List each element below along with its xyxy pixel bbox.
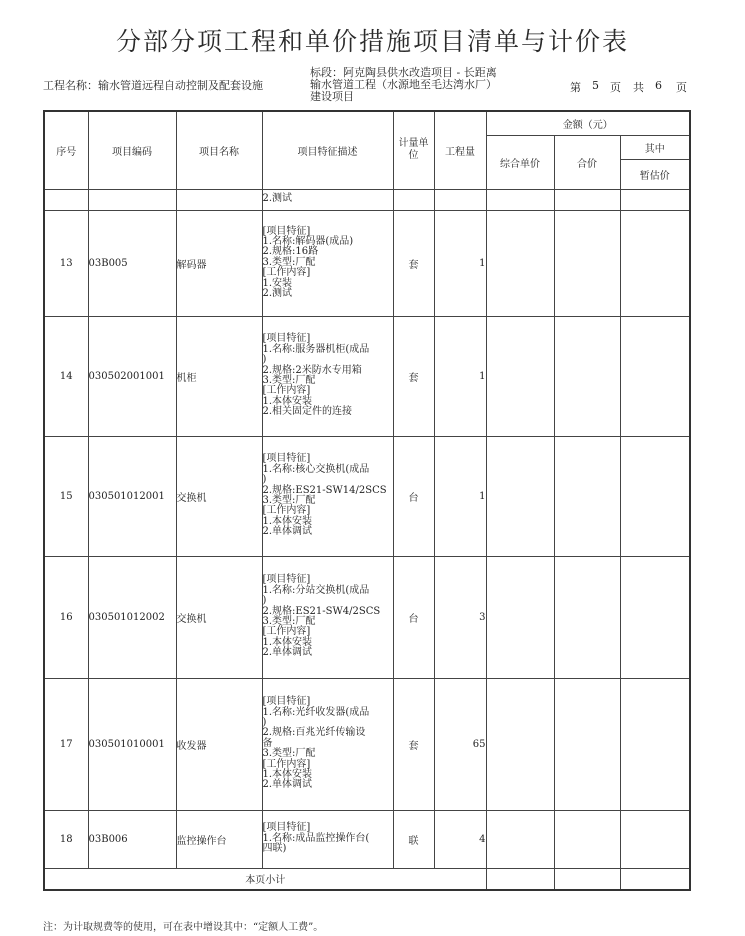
section-line-2: 输水管道工程（水源地至毛达湾水厂） bbox=[310, 78, 497, 91]
item-qty: 1 bbox=[434, 436, 486, 556]
item-code: 030501012001 bbox=[88, 436, 176, 556]
section-line-3: 建设项目 bbox=[310, 90, 354, 103]
item-code: 030501012002 bbox=[88, 556, 176, 678]
section-line-1: 标段：阿克陶县供水改造项目 - 长距离 bbox=[310, 66, 497, 79]
item-unit: 套 bbox=[393, 678, 434, 810]
item-unit: 台 bbox=[393, 436, 434, 556]
item-code: 030501010001 bbox=[88, 678, 176, 810]
table-row bbox=[44, 210, 690, 316]
table-row bbox=[44, 436, 690, 556]
col-code: 项目编码 bbox=[88, 111, 176, 189]
item-qty: 4 bbox=[434, 810, 486, 868]
item-unit: 套 bbox=[393, 210, 434, 316]
page-cur-label: 第 bbox=[570, 81, 581, 94]
page-total: 6 bbox=[655, 79, 662, 92]
col-unit-price: 综合单价 bbox=[486, 135, 554, 189]
col-desc: 项目特征描述 bbox=[262, 111, 393, 189]
bill-table bbox=[43, 110, 691, 891]
item-desc: [项目特征] 1.名称:光纤收发器(成品 ) 2.规格:百兆光纤传输设 备 3.类型:厂配 [工作内容] 1.本体安装 2.单体调试 bbox=[262, 678, 393, 810]
col-qty: 工程量 bbox=[434, 111, 486, 189]
page-title: 分部分项工程和单价措施项目清单与计价表 bbox=[115, 27, 629, 56]
col-name: 项目名称 bbox=[176, 111, 262, 189]
table-row bbox=[44, 316, 690, 436]
table-row bbox=[44, 189, 690, 210]
project-name: 工程名称：输水管道远程自动控制及配套设施 bbox=[43, 79, 263, 92]
item-qty: 1 bbox=[434, 210, 486, 316]
col-seq: 序号 bbox=[44, 111, 88, 189]
item-name: 交换机 bbox=[176, 436, 262, 556]
item-code: 03B005 bbox=[88, 210, 176, 316]
item-desc: 2.测试 bbox=[262, 189, 393, 210]
item-seq: 16 bbox=[44, 556, 88, 678]
item-qty: 3 bbox=[434, 556, 486, 678]
col-provisional: 暂估价 bbox=[620, 159, 690, 189]
item-name: 监控操作台 bbox=[176, 810, 262, 868]
item-unit: 套 bbox=[393, 316, 434, 436]
item-seq: 13 bbox=[44, 210, 88, 316]
item-unit: 台 bbox=[393, 556, 434, 678]
page-cur: 5 bbox=[592, 79, 599, 92]
item-name: 收发器 bbox=[176, 678, 262, 810]
page-total-label: 共 bbox=[633, 81, 644, 94]
table-row bbox=[44, 678, 690, 810]
table-row bbox=[44, 810, 690, 868]
item-seq: 18 bbox=[44, 810, 88, 868]
item-qty: 65 bbox=[434, 678, 486, 810]
item-desc: [项目特征] 1.名称:分站交换机(成品 ) 2.规格:ES21-SW4/2SCS 3.类型:厂配 [工作内容] 1.本体安装 2.单体调试 bbox=[262, 556, 393, 678]
item-seq: 15 bbox=[44, 436, 88, 556]
col-unit: 计量单位 bbox=[393, 111, 434, 189]
subtotal-label: 本页小计 bbox=[44, 868, 486, 890]
item-name: 交换机 bbox=[176, 556, 262, 678]
col-total: 合价 bbox=[554, 135, 620, 189]
footnote: 注：为计取规费等的使用，可在表中增设其中：“定额人工费”。 bbox=[43, 922, 324, 933]
item-code: 03B006 bbox=[88, 810, 176, 868]
item-desc: [项目特征] 1.名称:解码器(成品) 2.规格:16路 3.类型:厂配 [工作内容] 1.安装 2.测试 bbox=[262, 210, 393, 316]
item-name: 解码器 bbox=[176, 210, 262, 316]
subtotal-row bbox=[44, 868, 690, 890]
item-qty: 1 bbox=[434, 316, 486, 436]
table-row bbox=[44, 556, 690, 678]
item-desc: [项目特征] 1.名称:核心交换机(成品 ) 2.规格:ES21-SW14/2SCS 3.类型:厂配 [工作内容] 1.本体安装 2.单体调试 bbox=[262, 436, 393, 556]
item-seq: 17 bbox=[44, 678, 88, 810]
item-code: 030502001001 bbox=[88, 316, 176, 436]
page-word: 页 bbox=[610, 81, 621, 94]
item-seq: 14 bbox=[44, 316, 88, 436]
item-desc: [项目特征] 1.名称:服务器机柜(成品 ) 2.规格:2米防水专用箱 3.类型:厂配 [工作内容] 1.本体安装 2.相关固定件的连接 bbox=[262, 316, 393, 436]
col-amount: 金额（元） bbox=[486, 111, 690, 135]
page-total-unit: 页 bbox=[676, 81, 687, 94]
item-unit: 联 bbox=[393, 810, 434, 868]
col-of-which: 其中 bbox=[620, 135, 690, 159]
item-name: 机柜 bbox=[176, 316, 262, 436]
item-desc: [项目特征] 1.名称:成品监控操作台( 四联) bbox=[262, 810, 393, 868]
